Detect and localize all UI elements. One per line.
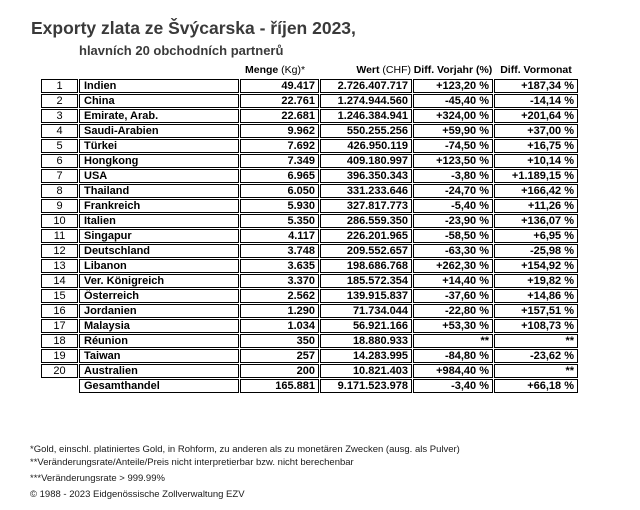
menge-cell: 9.962 bbox=[240, 124, 319, 138]
rank-cell: 13 bbox=[41, 259, 78, 273]
table-body bbox=[41, 79, 578, 378]
rank-cell: 18 bbox=[41, 334, 78, 348]
country-cell: Türkei bbox=[79, 139, 239, 153]
diff-vorjahr-cell: +123,20 % bbox=[413, 79, 493, 93]
country-cell: USA bbox=[79, 169, 239, 183]
diff-vormonat-cell: -14,14 % bbox=[494, 94, 578, 108]
wert-cell: 396.350.343 bbox=[320, 169, 412, 183]
menge-cell: 1.290 bbox=[240, 304, 319, 318]
diff-vormonat-cell: +37,00 % bbox=[494, 124, 578, 138]
menge-cell: 3.748 bbox=[240, 244, 319, 258]
rank-cell: 20 bbox=[41, 364, 78, 378]
country-cell: Malaysia bbox=[79, 319, 239, 333]
header-diff-vormonat: Diff. Vormonat bbox=[500, 64, 572, 76]
menge-cell: 7.692 bbox=[240, 139, 319, 153]
diff-vorjahr-cell: +59,90 % bbox=[413, 124, 493, 138]
page-subtitle: hlavních 20 obchodních partnerů bbox=[79, 43, 284, 58]
wert-cell: 327.817.773 bbox=[320, 199, 412, 213]
diff-vormonat-cell: +154,92 % bbox=[494, 259, 578, 273]
country-cell: Jordanien bbox=[79, 304, 239, 318]
diff-vorjahr-cell: -3,80 % bbox=[413, 169, 493, 183]
diff-vormonat-cell: +1.189,15 % bbox=[494, 169, 578, 183]
footnotes bbox=[30, 443, 460, 501]
country-cell: Indien bbox=[79, 79, 239, 93]
footnote-rate-over-999: ***Veränderungsrate > 999.99% bbox=[30, 473, 165, 484]
table-row bbox=[41, 304, 578, 318]
menge-cell: 7.349 bbox=[240, 154, 319, 168]
country-cell: Hongkong bbox=[79, 154, 239, 168]
rank-cell: 14 bbox=[41, 274, 78, 288]
rank-cell: 6 bbox=[41, 154, 78, 168]
rank-cell: 2 bbox=[41, 94, 78, 108]
table-row bbox=[41, 229, 578, 243]
table-row bbox=[41, 94, 578, 108]
wert-cell: 209.552.657 bbox=[320, 244, 412, 258]
menge-cell: 2.562 bbox=[240, 289, 319, 303]
wert-cell: 409.180.997 bbox=[320, 154, 412, 168]
rank-cell: 8 bbox=[41, 184, 78, 198]
header-wert-label: Wert bbox=[356, 64, 380, 76]
rank-cell: 15 bbox=[41, 289, 78, 303]
table-row bbox=[41, 364, 578, 378]
wert-cell: 198.686.768 bbox=[320, 259, 412, 273]
menge-cell: 5.350 bbox=[240, 214, 319, 228]
table-row bbox=[41, 169, 578, 183]
rank-cell: 11 bbox=[41, 229, 78, 243]
diff-vormonat-cell: ** bbox=[494, 364, 578, 378]
rank-cell: 7 bbox=[41, 169, 78, 183]
menge-cell: 4.117 bbox=[240, 229, 319, 243]
wert-cell: 185.572.354 bbox=[320, 274, 412, 288]
table-row bbox=[41, 349, 578, 363]
diff-vormonat-cell: +157,51 % bbox=[494, 304, 578, 318]
wert-cell: 286.559.350 bbox=[320, 214, 412, 228]
diff-vorjahr-cell: +14,40 % bbox=[413, 274, 493, 288]
diff-vorjahr-cell: ** bbox=[413, 334, 493, 348]
table-row bbox=[41, 274, 578, 288]
menge-cell: 6.965 bbox=[240, 169, 319, 183]
wert-cell: 426.950.119 bbox=[320, 139, 412, 153]
country-cell: Singapur bbox=[79, 229, 239, 243]
country-cell: Australien bbox=[79, 364, 239, 378]
rank-cell: 5 bbox=[41, 139, 78, 153]
diff-vormonat-cell: +16,75 % bbox=[494, 139, 578, 153]
country-cell: Taiwan bbox=[79, 349, 239, 363]
table-header-row bbox=[41, 63, 578, 78]
country-cell: Ver. Königreich bbox=[79, 274, 239, 288]
country-cell: Thailand bbox=[79, 184, 239, 198]
diff-vormonat-cell: +187,34 % bbox=[494, 79, 578, 93]
wert-cell: 2.726.407.717 bbox=[320, 79, 412, 93]
diff-vorjahr-cell: -23,90 % bbox=[413, 214, 493, 228]
wert-cell: 1.246.384.941 bbox=[320, 109, 412, 123]
diff-vormonat-cell: -23,62 % bbox=[494, 349, 578, 363]
wert-cell: 18.880.933 bbox=[320, 334, 412, 348]
country-cell: Italien bbox=[79, 214, 239, 228]
header-wert bbox=[320, 63, 412, 78]
rank-cell: 16 bbox=[41, 304, 78, 318]
rank-cell: 10 bbox=[41, 214, 78, 228]
total-menge: 165.881 bbox=[240, 379, 319, 393]
table-row bbox=[41, 109, 578, 123]
table-row bbox=[41, 154, 578, 168]
diff-vorjahr-cell: +324,00 % bbox=[413, 109, 493, 123]
rank-cell: 1 bbox=[41, 79, 78, 93]
wert-cell: 139.915.837 bbox=[320, 289, 412, 303]
exports-table bbox=[40, 62, 579, 394]
table-row bbox=[41, 214, 578, 228]
menge-cell: 5.930 bbox=[240, 199, 319, 213]
total-row bbox=[41, 379, 578, 393]
table-row bbox=[41, 319, 578, 333]
table-row bbox=[41, 124, 578, 138]
header-wert-unit: (CHF) bbox=[379, 64, 411, 76]
diff-vorjahr-cell: +262,30 % bbox=[413, 259, 493, 273]
menge-cell: 350 bbox=[240, 334, 319, 348]
country-cell: Saudi-Arabien bbox=[79, 124, 239, 138]
country-cell: Libanon bbox=[79, 259, 239, 273]
country-cell: Réunion bbox=[79, 334, 239, 348]
total-rank-blank bbox=[41, 379, 78, 393]
country-cell: Österreich bbox=[79, 289, 239, 303]
diff-vorjahr-cell: -24,70 % bbox=[413, 184, 493, 198]
table-row bbox=[41, 259, 578, 273]
diff-vormonat-cell: +201,64 % bbox=[494, 109, 578, 123]
wert-cell: 550.255.256 bbox=[320, 124, 412, 138]
header-country bbox=[79, 63, 239, 78]
total-wert: 9.171.523.978 bbox=[320, 379, 412, 393]
table-row bbox=[41, 139, 578, 153]
wert-cell: 56.921.166 bbox=[320, 319, 412, 333]
diff-vorjahr-cell: +984,40 % bbox=[413, 364, 493, 378]
country-cell: Deutschland bbox=[79, 244, 239, 258]
diff-vormonat-cell: +6,95 % bbox=[494, 229, 578, 243]
rank-cell: 12 bbox=[41, 244, 78, 258]
header-diff-vorjahr: Diff. Vorjahr (%) bbox=[413, 64, 493, 76]
rank-cell: 4 bbox=[41, 124, 78, 138]
diff-vorjahr-cell: +123,50 % bbox=[413, 154, 493, 168]
wert-cell: 14.283.995 bbox=[320, 349, 412, 363]
menge-cell: 3.370 bbox=[240, 274, 319, 288]
diff-vormonat-cell: +10,14 % bbox=[494, 154, 578, 168]
wert-cell: 1.274.944.560 bbox=[320, 94, 412, 108]
copyright-line: © 1988 - 2023 Eidgenössische Zollverwaltung EZV bbox=[30, 489, 245, 500]
header-rank bbox=[41, 63, 78, 78]
diff-vorjahr-cell: -5,40 % bbox=[413, 199, 493, 213]
diff-vormonat-cell: +19,82 % bbox=[494, 274, 578, 288]
diff-vormonat-cell: +136,07 % bbox=[494, 214, 578, 228]
menge-cell: 200 bbox=[240, 364, 319, 378]
menge-cell: 22.761 bbox=[240, 94, 319, 108]
menge-cell: 1.034 bbox=[240, 319, 319, 333]
diff-vorjahr-cell: -22,80 % bbox=[413, 304, 493, 318]
diff-vorjahr-cell: -84,80 % bbox=[413, 349, 493, 363]
total-diff-vormonat: +66,18 % bbox=[494, 379, 578, 393]
wert-cell: 226.201.965 bbox=[320, 229, 412, 243]
menge-cell: 6.050 bbox=[240, 184, 319, 198]
wert-cell: 71.734.044 bbox=[320, 304, 412, 318]
diff-vormonat-cell: +166,42 % bbox=[494, 184, 578, 198]
menge-cell: 257 bbox=[240, 349, 319, 363]
table-row bbox=[41, 244, 578, 258]
diff-vormonat-cell: +11,26 % bbox=[494, 199, 578, 213]
menge-cell: 3.635 bbox=[240, 259, 319, 273]
menge-cell: 22.681 bbox=[240, 109, 319, 123]
header-menge bbox=[240, 63, 319, 78]
rank-cell: 17 bbox=[41, 319, 78, 333]
header-menge-label: Menge bbox=[245, 64, 279, 76]
table-row bbox=[41, 334, 578, 348]
country-cell: Emirate, Arab. bbox=[79, 109, 239, 123]
country-cell: Frankreich bbox=[79, 199, 239, 213]
diff-vorjahr-cell: +53,30 % bbox=[413, 319, 493, 333]
table-row bbox=[41, 289, 578, 303]
rank-cell: 9 bbox=[41, 199, 78, 213]
diff-vorjahr-cell: -63,30 % bbox=[413, 244, 493, 258]
total-label: Gesamthandel bbox=[79, 379, 239, 393]
rank-cell: 3 bbox=[41, 109, 78, 123]
footnote-gold-definition: *Gold, einschl. platiniertes Gold, in Rohform, zu anderen als zu monetären Zwecken (ausg. als Pulver) bbox=[30, 444, 460, 455]
total-diff-vorjahr: -3,40 % bbox=[413, 379, 493, 393]
country-cell: China bbox=[79, 94, 239, 108]
menge-cell: 49.417 bbox=[240, 79, 319, 93]
diff-vorjahr-cell: -37,60 % bbox=[413, 289, 493, 303]
table-row bbox=[41, 199, 578, 213]
wert-cell: 331.233.646 bbox=[320, 184, 412, 198]
diff-vorjahr-cell: -58,50 % bbox=[413, 229, 493, 243]
table-row bbox=[41, 79, 578, 93]
header-menge-unit: (Kg)* bbox=[278, 64, 306, 76]
diff-vorjahr-cell: -74,50 % bbox=[413, 139, 493, 153]
diff-vormonat-cell: ** bbox=[494, 334, 578, 348]
page-title: Exporty zlata ze Švýcarska - říjen 2023, bbox=[31, 18, 356, 38]
rank-cell: 19 bbox=[41, 349, 78, 363]
diff-vormonat-cell: +14,86 % bbox=[494, 289, 578, 303]
diff-vorjahr-cell: -45,40 % bbox=[413, 94, 493, 108]
diff-vormonat-cell: +108,73 % bbox=[494, 319, 578, 333]
diff-vormonat-cell: -25,98 % bbox=[494, 244, 578, 258]
footnote-not-interpretable: **Veränderungsrate/Anteile/Preis nicht interpretierbar bzw. nicht berechenbar bbox=[30, 457, 354, 468]
table-row bbox=[41, 184, 578, 198]
wert-cell: 10.821.403 bbox=[320, 364, 412, 378]
